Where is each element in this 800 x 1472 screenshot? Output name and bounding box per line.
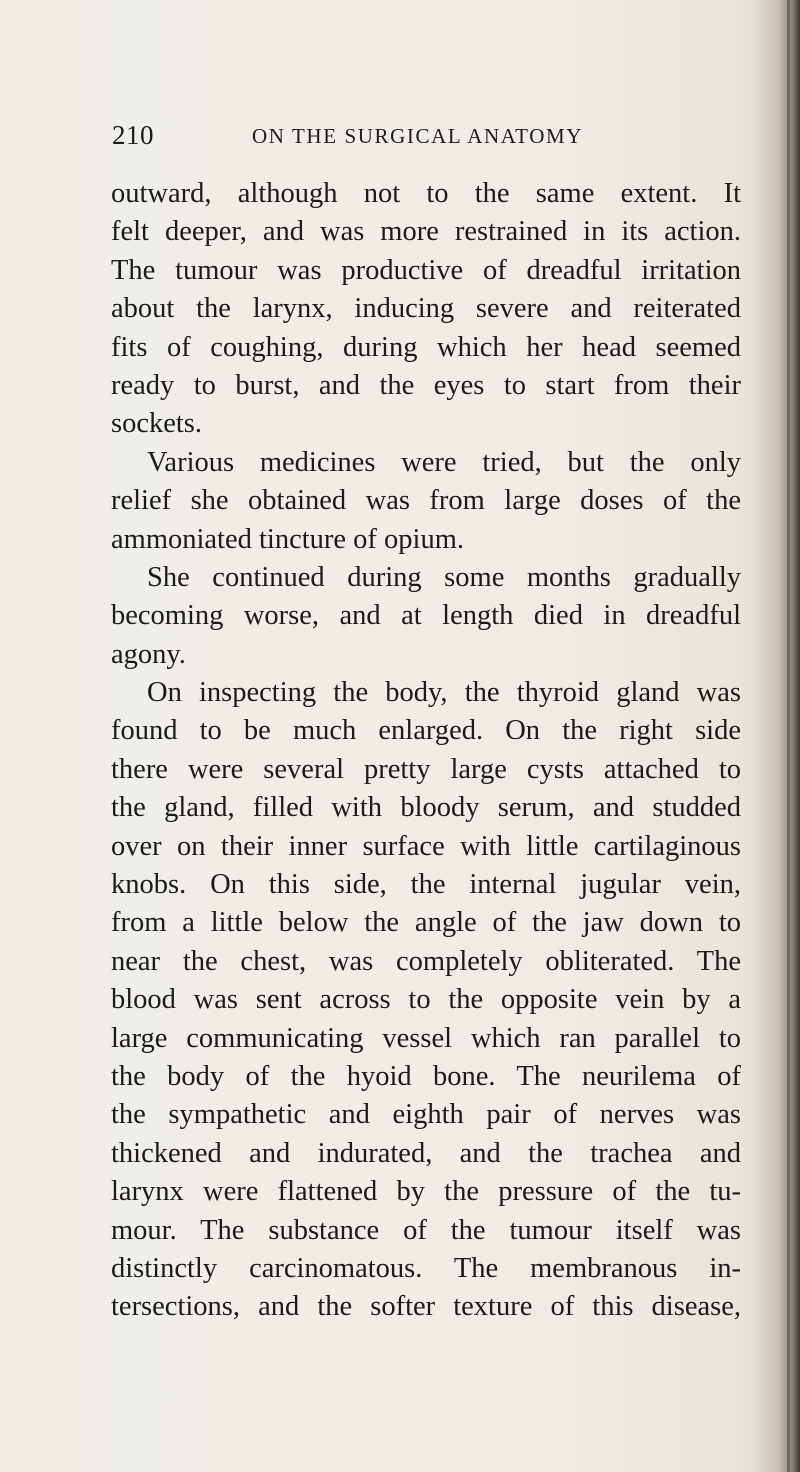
- text-line: relief she obtained was from large doses of the: [111, 485, 741, 517]
- page-number: 210: [112, 120, 154, 150]
- text-line: there were several pretty large cysts attached to: [111, 753, 741, 785]
- text-line: outward, although not to the same extent. It: [111, 178, 741, 209]
- text-line: from a little below the angle of the jaw down to: [111, 907, 741, 939]
- text-line: ammoniated tincture of opium.: [111, 523, 464, 555]
- text-line: the body of the hyoid bone. The neurilema of: [111, 1060, 741, 1092]
- page-gutter-shadow: [754, 0, 800, 1472]
- text-line: near the chest, was completely obliterated. The: [111, 945, 741, 977]
- text-line: sockets.: [111, 408, 203, 440]
- text-line: fits of coughing, during which her head seemed: [111, 331, 741, 363]
- running-head: ON THE SURGICAL ANATOMY: [252, 124, 584, 148]
- text-line: ready to burst, and the eyes to start from their: [111, 369, 741, 401]
- text-line: knobs. On this side, the internal jugular vein,: [111, 869, 741, 901]
- text-line: over on their inner surface with little cartilaginous: [111, 830, 741, 862]
- text-line: She continued during some months gradually: [147, 561, 741, 593]
- text-line: large communicating vessel which ran parallel to: [111, 1022, 741, 1054]
- page-edge: [787, 0, 790, 1472]
- text-line: mour. The substance of the tumour itself was: [111, 1214, 741, 1246]
- text-line: the gland, filled with bloody serum, and studded: [111, 792, 741, 824]
- text-line: becoming worse, and at length died in dreadful: [111, 600, 741, 632]
- text-line: found to be much enlarged. On the right side: [111, 715, 741, 747]
- text-line: larynx were flattened by the pressure of the tu-: [111, 1176, 741, 1208]
- text-line: blood was sent across to the opposite vein by a: [111, 984, 741, 1016]
- page-header: [112, 120, 742, 154]
- text-line: Various medicines were tried, but the only: [147, 446, 741, 478]
- text-line: felt deeper, and was more restrained in its action.: [111, 216, 741, 248]
- text-line: agony.: [111, 638, 186, 670]
- body-text: [111, 175, 741, 1327]
- text-line: about the larynx, inducing severe and reiterated: [111, 293, 741, 325]
- text-line: On inspecting the body, the thyroid gland was: [147, 677, 741, 709]
- text-line: distinctly carcinomatous. The membranous in-: [111, 1252, 741, 1284]
- text-line: the sympathetic and eighth pair of nerves was: [111, 1099, 741, 1131]
- text-line: thickened and indurated, and the trachea and: [111, 1137, 741, 1169]
- text-line: The tumour was productive of dreadful irritation: [111, 254, 741, 286]
- text-line: tersections, and the softer texture of this disease,: [111, 1291, 741, 1323]
